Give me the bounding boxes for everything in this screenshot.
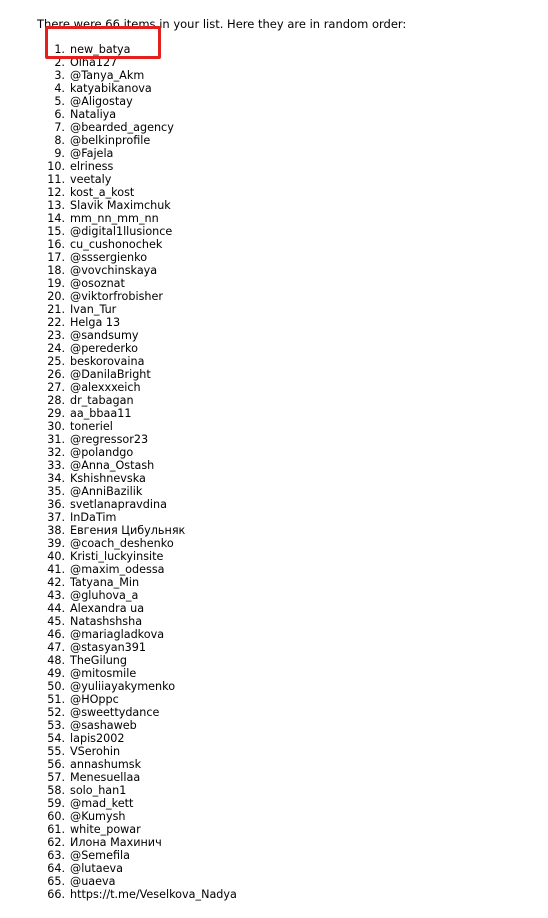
list-item-number: 34.	[47, 472, 65, 485]
list-item-number: 12.	[47, 186, 65, 199]
list-item-number: 60.	[47, 810, 65, 823]
list-item-number: 66.	[47, 888, 65, 901]
list-item-number: 49.	[47, 667, 65, 680]
list-item-name: beskorovaina	[70, 355, 145, 368]
list-item-number: 18.	[47, 264, 65, 277]
list-item-number: 51.	[47, 693, 65, 706]
list-item-name: @Anna_Ostash	[70, 459, 155, 472]
list-intro-text: There were 66 items in your list. Here they are in random order:	[37, 17, 407, 31]
list-item-name: veetaly	[70, 173, 112, 186]
list-item-name: @sashaweb	[70, 719, 137, 732]
list-item-name: @sandsumy	[70, 329, 139, 342]
list-item-number: 31.	[47, 433, 65, 446]
list-item-name: @bearded_agency	[70, 121, 174, 134]
list-item-name: svetlanapravdina	[70, 498, 167, 511]
list-item-name: Kshishnevska	[70, 472, 146, 485]
list-item-name: @yuliiayakymenko	[70, 680, 176, 693]
list-item-name: mm_nn_mm_nn	[70, 212, 159, 225]
list-item-name: new_batya	[70, 43, 131, 56]
list-item-name: @HOppc	[70, 693, 119, 706]
list-item-number: 38.	[47, 524, 65, 537]
list-item-number: 13.	[47, 199, 65, 212]
list-item-number: 58.	[47, 784, 65, 797]
list-item-number: 48.	[47, 654, 65, 667]
list-item-name: @digital1llusionce	[70, 225, 173, 238]
list-item-name: Ivan_Tur	[70, 303, 117, 316]
list-item-number: 54.	[47, 732, 65, 745]
list-item-number: 9.	[54, 147, 65, 160]
list-item-number: 64.	[47, 862, 65, 875]
list-item-number: 32.	[47, 446, 65, 459]
list-item-name: https://t.me/Veselkova_Nadya	[70, 888, 237, 901]
list-item-name: lapis2002	[70, 732, 125, 745]
list-item-number: 42.	[47, 576, 65, 589]
list-item-name: Kristi_luckyinsite	[70, 550, 164, 563]
list-item-number: 16.	[47, 238, 65, 251]
list-item-number: 30.	[47, 420, 65, 433]
list-item-number: 26.	[47, 368, 65, 381]
list-item-number: 22.	[47, 316, 65, 329]
list-item-number: 47.	[47, 641, 65, 654]
list-item-number: 62.	[47, 836, 65, 849]
list-item-number: 23.	[47, 329, 65, 342]
list-item-number: 24.	[47, 342, 65, 355]
list-item-name: InDaTim	[70, 511, 117, 524]
list-item-number: 14.	[47, 212, 65, 225]
list-item-number: 65.	[47, 875, 65, 888]
list-item-number: 10.	[47, 160, 65, 173]
list-item-number: 43.	[47, 589, 65, 602]
list-item-number: 3.	[54, 69, 65, 82]
list-item-number: 61.	[47, 823, 65, 836]
list-item-number: 11.	[47, 173, 65, 186]
list-item-number: 56.	[47, 758, 65, 771]
list-item-name: @osoznat	[70, 277, 125, 290]
list-item-name: @uaeva	[70, 875, 116, 888]
list-item-name: @Tanya_Akm	[70, 69, 145, 82]
list-item-number: 4.	[54, 82, 65, 95]
list-item-name: elriness	[70, 160, 114, 173]
list-item-number: 45.	[47, 615, 65, 628]
list-item-name: @polandgo	[70, 446, 134, 459]
list-item-number: 6.	[54, 108, 65, 121]
list-item-name: Helga 13	[70, 316, 121, 329]
list-item-name: @mariagladkova	[70, 628, 165, 641]
list-item-name: Евгения Цибульняк	[70, 524, 186, 537]
list-item-number: 20.	[47, 290, 65, 303]
list-item-number: 46.	[47, 628, 65, 641]
list-item-name: @belkinprofile	[70, 134, 151, 147]
list-item-number: 40.	[47, 550, 65, 563]
list-item-name: Olha127	[70, 56, 118, 69]
list-item-number: 63.	[47, 849, 65, 862]
list-item-name: @AnniBazilik	[70, 485, 143, 498]
list-item-name: toneriel	[70, 420, 113, 433]
list-item-number: 15.	[47, 225, 65, 238]
list-item-name: @sweettydance	[70, 706, 160, 719]
list-item-number: 50.	[47, 680, 65, 693]
list-item-number: 25.	[47, 355, 65, 368]
list-item-number: 19.	[47, 277, 65, 290]
list-item-number: 17.	[47, 251, 65, 264]
list-item-number: 2.	[54, 56, 65, 69]
list-item-number: 44.	[47, 602, 65, 615]
list-item-name: aa_bbaa11	[70, 407, 132, 420]
list-item-name: Nataliya	[70, 108, 117, 121]
list-item-name: @gluhova_a	[70, 589, 139, 602]
list-item-name: @regressor23	[70, 433, 149, 446]
list-item-number: 41.	[47, 563, 65, 576]
list-item-name: @alexxxeich	[70, 381, 141, 394]
list-item-number: 36.	[47, 498, 65, 511]
list-item-number: 55.	[47, 745, 65, 758]
list-item-number: 52.	[47, 706, 65, 719]
list-item-number: 29.	[47, 407, 65, 420]
list-item-name: @coach_deshenko	[70, 537, 174, 550]
list-item-number: 37.	[47, 511, 65, 524]
list-item-number: 33.	[47, 459, 65, 472]
list-item-number: 53.	[47, 719, 65, 732]
list-item-number: 57.	[47, 771, 65, 784]
list-item-name: Илона Махинич	[70, 836, 162, 849]
list-item-number: 21.	[47, 303, 65, 316]
list-item-number: 8.	[54, 134, 65, 147]
list-item-number: 5.	[54, 95, 65, 108]
list-item-number: 1.	[54, 43, 65, 56]
list-item-name: @maxim_odessa	[70, 563, 165, 576]
list-item-name: dr_tabagan	[70, 394, 134, 407]
list-item-number: 35.	[47, 485, 65, 498]
list-item-name: @Kumysh	[70, 810, 126, 823]
list-item-name: @lutaeva	[70, 862, 123, 875]
list-item-name: VSerohin	[70, 745, 121, 758]
list-item-name: @mad_kett	[70, 797, 134, 810]
list-item-name: @Aligostay	[70, 95, 133, 108]
list-item-number: 7.	[54, 121, 65, 134]
list-item-name: solo_han1	[70, 784, 127, 797]
list-item-name: @viktorfrobisher	[70, 290, 163, 303]
list-item-name: @vovchinskaya	[70, 264, 158, 277]
list-item-number: 59.	[47, 797, 65, 810]
list-item-name: cu_cushonochek	[70, 238, 163, 251]
list-item-number: 28.	[47, 394, 65, 407]
list-item-number: 27.	[47, 381, 65, 394]
list-item-name: Natashshsha	[70, 615, 143, 628]
list-item-name: @Semefila	[70, 849, 130, 862]
list-item-name: Menesuellaa	[70, 771, 141, 784]
list-item-name: @stasyan391	[70, 641, 147, 654]
list-item-name: Tatyana_Min	[70, 576, 140, 589]
list-item-name: Slavik Maximchuk	[70, 199, 171, 212]
list-item-name: Alexandra ua	[70, 602, 145, 615]
list-item-name: @mitosmile	[70, 667, 137, 680]
list-item-name: @Fajela	[70, 147, 114, 160]
list-item-number: 39.	[47, 537, 65, 550]
list-item-name: white_powar	[70, 823, 141, 836]
list-item-name: @DanilaBright	[70, 368, 151, 381]
list-item-name: katyabikanova	[70, 82, 152, 95]
list-item-name: kost_a_kost	[70, 186, 135, 199]
list-item-name: @perederko	[70, 342, 138, 355]
list-item-name: TheGilung	[70, 654, 127, 667]
list-item-name: @sssergienko	[70, 251, 148, 264]
list-item-name: annashumsk	[70, 758, 142, 771]
